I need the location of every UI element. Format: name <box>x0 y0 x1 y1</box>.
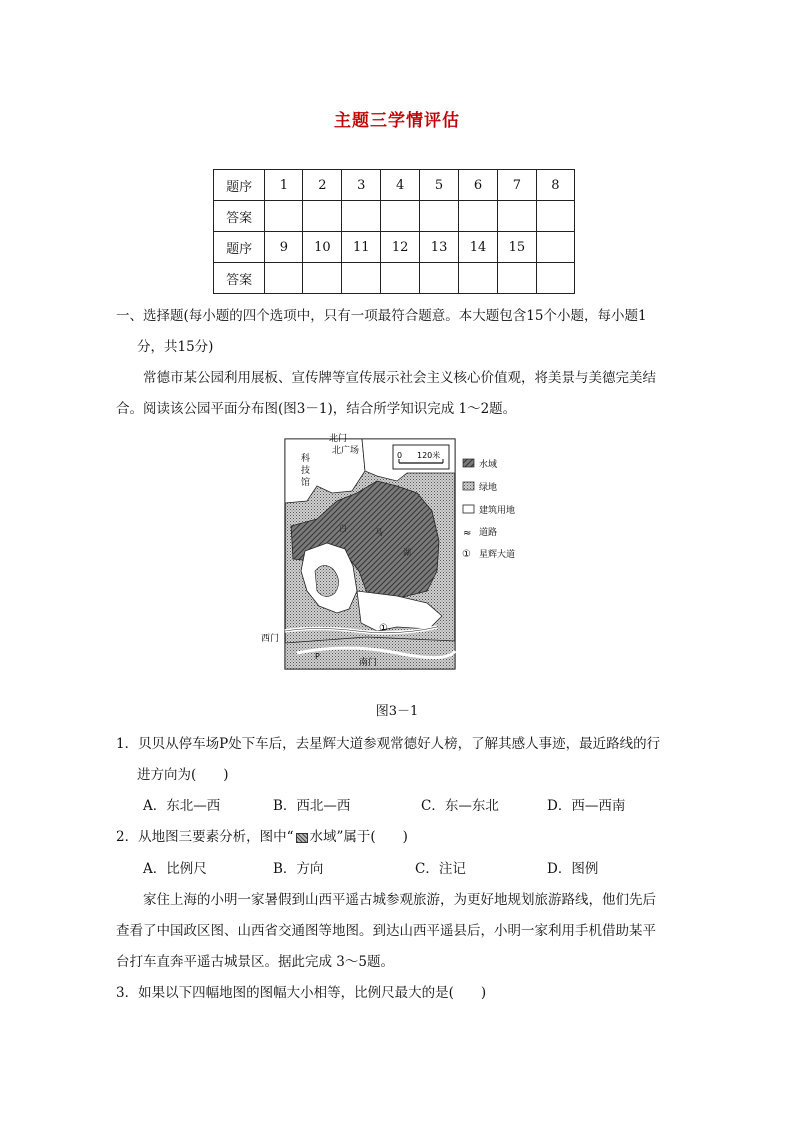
question-number <box>536 232 574 263</box>
answer-cell[interactable] <box>497 201 536 232</box>
question-1-stem: 1．贝贝从停车场P处下车后，去星辉大道参观常德好人榜，了解其感人事迹，最近路线的行 <box>116 736 661 752</box>
passage-line: 查看了中国政区图、山西省交通图等地图。到达山西平遥县后，小明一家利用手机借助某平 <box>116 923 656 939</box>
north-gate-label: 北门 <box>329 434 348 444</box>
legend-road-label: 道路 <box>479 528 498 538</box>
question-number: 4 <box>381 170 420 201</box>
option-d[interactable]: D．图例 <box>547 861 599 877</box>
north-square-label: 北广场 <box>332 446 360 456</box>
question-number: 7 <box>497 170 536 201</box>
south-gate-label: 南门 <box>359 658 378 668</box>
scale-zero: 0 <box>397 451 403 460</box>
passage-line: 家住上海的小明一家暑假到山西平遥古城参观旅游，为更好地规划旅游路线，他们先后 <box>143 892 656 908</box>
question-number: 1 <box>265 170 303 201</box>
question-number: 9 <box>265 232 303 263</box>
question-number: 5 <box>420 170 459 201</box>
legend-green-label: 绿地 <box>479 483 498 493</box>
legend-water-label: 水域 <box>479 460 498 470</box>
science-museum-label-2: 技 <box>301 466 311 476</box>
legend-building-label: 建筑用地 <box>479 506 516 516</box>
answer-cell[interactable] <box>536 201 574 232</box>
option-a[interactable]: A．比例尺 <box>143 861 207 877</box>
answer-table <box>213 169 575 294</box>
question-number: 3 <box>342 170 381 201</box>
scale-value: 120米 <box>417 451 441 460</box>
answer-cell[interactable] <box>381 263 420 294</box>
question-1-stem-cont: 进方向为( ) <box>137 767 229 783</box>
science-museum-label-1: 科 <box>301 454 311 464</box>
question-3-stem: 3．如果以下四幅地图的图幅大小相等，比例尺最大的是( ) <box>116 985 487 1001</box>
legend-building-swatch <box>463 505 474 513</box>
question-2-stem-a: 2．从地图三要素分析，图中“ <box>116 829 294 845</box>
legend-green-swatch <box>463 482 474 490</box>
legend-avenue-symbol: ① <box>462 549 471 560</box>
answer-cell[interactable] <box>265 263 303 294</box>
section-heading-cont: 分，共15分) <box>137 339 214 355</box>
table-row <box>214 170 575 201</box>
option-d[interactable]: D．西—西南 <box>547 798 626 814</box>
question-2-stem <box>116 825 408 845</box>
question-number: 12 <box>381 232 420 263</box>
row-header: 题序 <box>214 232 265 263</box>
question-number: 14 <box>459 232 498 263</box>
question-2-stem-b: 水域”属于( ) <box>309 829 408 845</box>
option-a[interactable]: A．东北—西 <box>143 798 221 814</box>
legend-road-symbol: ≈ <box>463 528 472 539</box>
answer-cell[interactable] <box>303 201 342 232</box>
legend-avenue-label: 星辉大道 <box>479 550 516 560</box>
answer-cell[interactable] <box>459 201 498 232</box>
water-swatch-icon <box>296 833 308 843</box>
question-number: 8 <box>536 170 574 201</box>
question-number: 2 <box>303 170 342 201</box>
answer-cell[interactable] <box>420 201 459 232</box>
question-number: 15 <box>497 232 536 263</box>
question-number: 11 <box>342 232 381 263</box>
row-header: 题序 <box>214 170 265 201</box>
answer-cell[interactable] <box>497 263 536 294</box>
row-header: 答案 <box>214 263 265 294</box>
answer-cell[interactable] <box>303 263 342 294</box>
section-heading: 一、选择题(每小题的四个选项中，只有一项最符合题意。本大题包含15个小题，每小题1 <box>116 308 647 324</box>
answer-cell[interactable] <box>342 201 381 232</box>
option-c[interactable]: C．东—东北 <box>421 798 499 814</box>
west-gate-label: 西门 <box>261 634 280 644</box>
table-row <box>214 232 575 263</box>
question-number: 6 <box>459 170 498 201</box>
answer-cell[interactable] <box>265 201 303 232</box>
lake-label-2: 马 <box>375 528 383 537</box>
row-header: 答案 <box>214 201 265 232</box>
passage-line: 常德市某公园利用展板、宣传牌等宣传展示社会主义核心价值观，将美景与美德完美结 <box>143 370 656 386</box>
avenue-marker: ① <box>379 623 388 634</box>
answer-cell[interactable] <box>420 263 459 294</box>
answer-cell[interactable] <box>342 263 381 294</box>
table-row <box>214 263 575 294</box>
page-title: 主题三学情评估 <box>334 111 460 131</box>
answer-cell[interactable] <box>536 263 574 294</box>
option-b[interactable]: B．方向 <box>273 861 324 877</box>
question-number: 10 <box>303 232 342 263</box>
lake-label-1: 白 <box>339 524 347 533</box>
lake-label-3: 湖 <box>403 548 411 557</box>
parking-label: P <box>315 652 320 661</box>
park-map <box>257 431 537 675</box>
passage-line: 台打车直奔平遥古城景区。据此完成 3～5题。 <box>116 954 394 970</box>
table-row <box>214 201 575 232</box>
legend-water-swatch <box>463 459 474 467</box>
answer-cell[interactable] <box>459 263 498 294</box>
option-b[interactable]: B．西北—西 <box>273 798 351 814</box>
passage-line: 合。阅读该公园平面分布图(图3－1)，结合所学知识完成 1～2题。 <box>116 401 517 417</box>
answer-cell[interactable] <box>381 201 420 232</box>
figure-caption: 图3－1 <box>375 704 419 719</box>
option-c[interactable]: C．注记 <box>415 861 466 877</box>
question-number: 13 <box>420 232 459 263</box>
science-museum-label-3: 馆 <box>301 478 311 488</box>
